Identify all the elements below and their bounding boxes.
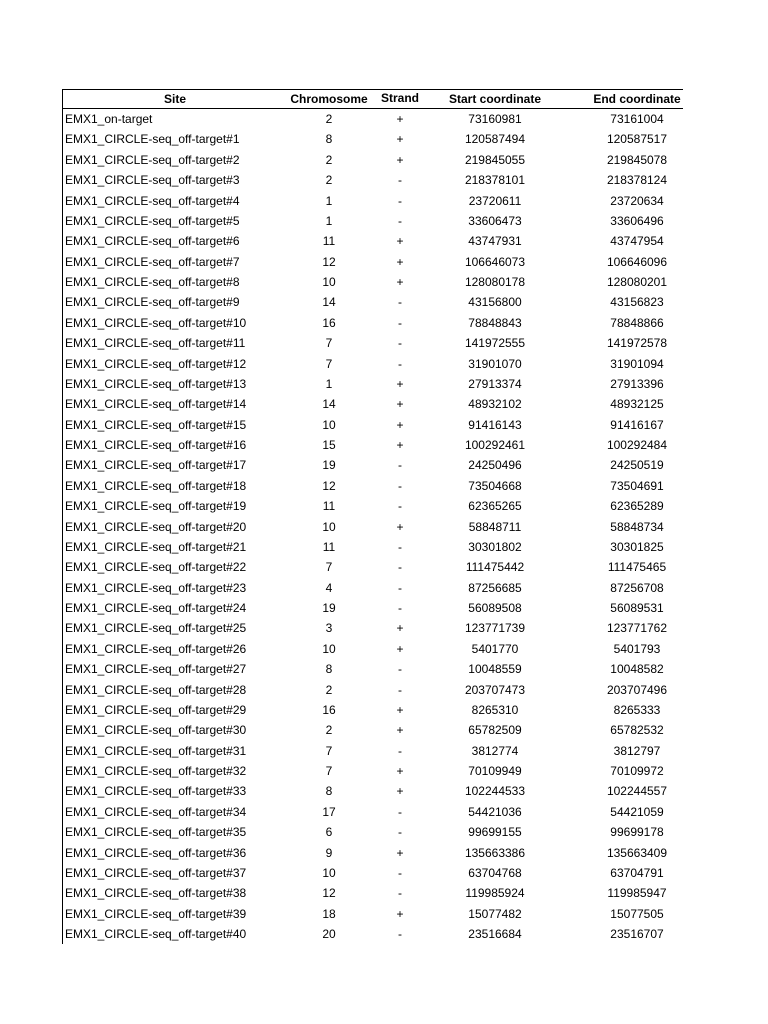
cell-end-coordinate: 203707496: [606, 682, 668, 697]
table-row: [63, 761, 683, 781]
cell-start-coordinate: 100292461: [464, 438, 526, 452]
cell-strand: +: [396, 254, 404, 269]
cell-site: EMX1_CIRCLE-seq_off-target#32: [65, 764, 247, 778]
cell-end-coordinate: 10048582: [610, 662, 664, 677]
cell-start-coordinate: 141972555: [464, 336, 526, 351]
cell-strand: -: [398, 601, 402, 615]
table-row: [63, 496, 683, 516]
cell-end-coordinate: 87256708: [610, 580, 664, 595]
cell-start-coordinate: 15077482: [468, 906, 522, 921]
cell-start-coordinate: 91416143: [468, 417, 522, 432]
cell-site: EMX1_CIRCLE-seq_off-target#36: [65, 845, 247, 860]
cell-site: EMX1_CIRCLE-seq_off-target#22: [65, 560, 247, 575]
cell-start-coordinate: 43156800: [468, 295, 522, 310]
cell-site: EMX1_CIRCLE-seq_off-target#21: [65, 539, 247, 554]
table-body: [63, 109, 683, 944]
table-row: [63, 537, 683, 557]
table-row: [63, 150, 683, 170]
table-row: [63, 781, 683, 801]
cell-chromosome: 9: [325, 845, 333, 860]
cell-site: EMX1_CIRCLE-seq_off-target#30: [65, 723, 247, 738]
cell-site: EMX1_CIRCLE-seq_off-target#37: [65, 865, 247, 880]
table-row: [63, 170, 683, 190]
cell-site: EMX1_CIRCLE-seq_off-target#26: [65, 641, 247, 656]
cell-chromosome: 10: [322, 641, 336, 656]
cell-site: EMX1_CIRCLE-seq_off-target#1: [65, 132, 240, 147]
cell-end-coordinate: 218378124: [606, 173, 668, 188]
cell-end-coordinate: 56089531: [610, 601, 664, 615]
cell-end-coordinate: 99699178: [610, 825, 664, 840]
cell-start-coordinate: 5401770: [471, 641, 519, 656]
table-row: [63, 333, 683, 353]
cell-site: EMX1_CIRCLE-seq_off-target#40: [65, 927, 247, 941]
cell-end-coordinate: 48932125: [610, 397, 664, 412]
cell-chromosome: 11: [322, 234, 336, 249]
cell-chromosome: 11: [322, 499, 336, 514]
cell-chromosome: 11: [322, 539, 336, 554]
cell-start-coordinate: 102244533: [464, 784, 526, 799]
cell-chromosome: 2: [325, 723, 333, 738]
cell-end-coordinate: 70109972: [610, 764, 664, 778]
cell-strand: -: [398, 927, 402, 941]
cell-site: EMX1_CIRCLE-seq_off-target#28: [65, 682, 247, 697]
cell-strand: -: [398, 804, 402, 819]
cell-site: EMX1_CIRCLE-seq_off-target#16: [65, 438, 247, 452]
cell-chromosome: 8: [325, 132, 333, 147]
cell-start-coordinate: 218378101: [464, 173, 526, 188]
cell-strand: -: [398, 865, 402, 880]
cell-start-coordinate: 24250496: [468, 458, 522, 473]
table-row: [63, 191, 683, 211]
cell-site: EMX1_CIRCLE-seq_off-target#17: [65, 458, 247, 473]
cell-site: EMX1_CIRCLE-seq_off-target#5: [65, 213, 240, 228]
cell-strand: +: [396, 438, 404, 452]
cell-chromosome: 20: [322, 927, 336, 941]
cell-site: EMX1_CIRCLE-seq_off-target#14: [65, 397, 247, 412]
cell-strand: +: [396, 906, 404, 921]
cell-end-coordinate: 33606496: [610, 213, 664, 228]
cell-end-coordinate: 73504691: [610, 478, 664, 493]
table-row: [63, 680, 683, 700]
cell-site: EMX1_CIRCLE-seq_off-target#31: [65, 743, 247, 758]
cell-end-coordinate: 43747954: [610, 234, 664, 249]
header-start-coordinate: Start coordinate: [448, 92, 541, 106]
cell-site: EMX1_CIRCLE-seq_off-target#33: [65, 784, 247, 799]
cell-site: EMX1_CIRCLE-seq_off-target#15: [65, 417, 247, 432]
table-row: [63, 578, 683, 598]
cell-strand: +: [396, 234, 404, 249]
cell-chromosome: 16: [322, 702, 336, 717]
cell-strand: +: [396, 784, 404, 799]
table-row: [63, 415, 683, 435]
cell-chromosome: 19: [322, 458, 336, 473]
table-row: [63, 904, 683, 924]
cell-start-coordinate: 62365265: [468, 499, 522, 514]
cell-strand: +: [396, 397, 404, 412]
table-row: [63, 435, 683, 455]
cell-chromosome: 19: [322, 601, 336, 615]
cell-end-coordinate: 128080201: [606, 275, 668, 289]
cell-end-coordinate: 58848734: [610, 519, 664, 534]
cell-end-coordinate: 5401793: [613, 641, 661, 656]
table-row: [63, 394, 683, 414]
cell-end-coordinate: 8265333: [613, 702, 661, 717]
cell-site: EMX1_CIRCLE-seq_off-target#13: [65, 376, 247, 391]
cell-chromosome: 2: [325, 112, 333, 126]
cell-strand: -: [398, 580, 402, 595]
cell-end-coordinate: 43156823: [610, 295, 664, 310]
table-row: [63, 231, 683, 251]
cell-chromosome: 7: [325, 743, 333, 758]
cell-strand: -: [398, 356, 402, 371]
cell-end-coordinate: 78848866: [610, 315, 664, 330]
table-row: [63, 618, 683, 638]
cell-chromosome: 6: [325, 825, 333, 840]
cell-start-coordinate: 8265310: [471, 702, 519, 717]
cell-start-coordinate: 33606473: [468, 213, 522, 228]
cell-end-coordinate: 135663409: [606, 845, 668, 860]
cell-start-coordinate: 30301802: [468, 539, 522, 554]
cell-site: EMX1_CIRCLE-seq_off-target#18: [65, 478, 247, 493]
cell-chromosome: 8: [325, 662, 333, 677]
cell-end-coordinate: 62365289: [610, 499, 664, 514]
data-table: [62, 89, 683, 944]
cell-strand: +: [396, 132, 404, 147]
cell-chromosome: 10: [322, 275, 336, 289]
table-row: [63, 517, 683, 537]
cell-strand: -: [398, 193, 402, 208]
cell-chromosome: 10: [322, 417, 336, 432]
cell-chromosome: 7: [325, 764, 333, 778]
cell-end-coordinate: 23720634: [610, 193, 664, 208]
cell-chromosome: 1: [325, 376, 333, 391]
cell-start-coordinate: 3812774: [471, 743, 519, 758]
cell-start-coordinate: 135663386: [464, 845, 526, 860]
header-end-coordinate: End coordinate: [593, 92, 681, 106]
cell-start-coordinate: 65782509: [468, 723, 522, 738]
cell-start-coordinate: 23516684: [468, 927, 522, 941]
cell-start-coordinate: 119985924: [465, 886, 525, 901]
cell-start-coordinate: 73504668: [468, 478, 522, 493]
header-site: Site: [163, 92, 186, 106]
cell-end-coordinate: 102244557: [606, 784, 668, 799]
cell-site: EMX1_CIRCLE-seq_off-target#9: [65, 295, 240, 310]
cell-strand: -: [398, 173, 402, 188]
cell-strand: -: [398, 315, 402, 330]
cell-site: EMX1_CIRCLE-seq_off-target#20: [65, 519, 247, 534]
cell-start-coordinate: 70109949: [468, 764, 522, 778]
cell-start-coordinate: 27913374: [468, 376, 522, 391]
table-row: [63, 883, 683, 903]
cell-start-coordinate: 128080178: [464, 275, 526, 289]
cell-chromosome: 2: [325, 682, 333, 697]
table-row: [63, 211, 683, 231]
cell-site: EMX1_CIRCLE-seq_off-target#19: [65, 499, 247, 514]
cell-start-coordinate: 111475442: [465, 560, 525, 575]
cell-site: EMX1_CIRCLE-seq_off-target#38: [65, 886, 247, 901]
cell-end-coordinate: 24250519: [610, 458, 664, 473]
cell-strand: +: [396, 764, 404, 778]
cell-site: EMX1_CIRCLE-seq_off-target#27: [65, 662, 247, 677]
cell-site: EMX1_CIRCLE-seq_off-target#39: [65, 906, 247, 921]
table-row: [63, 129, 683, 149]
table-row: [63, 741, 683, 761]
cell-start-coordinate: 54421036: [468, 804, 522, 819]
cell-chromosome: 15: [322, 438, 336, 452]
table-row: [63, 252, 683, 272]
cell-site: EMX1_on-target: [65, 112, 153, 126]
table-row: [63, 109, 683, 129]
cell-end-coordinate: 63704791: [610, 865, 664, 880]
cell-site: EMX1_CIRCLE-seq_off-target#25: [65, 621, 247, 636]
cell-chromosome: 4: [325, 580, 333, 595]
cell-strand: +: [396, 621, 404, 636]
cell-site: EMX1_CIRCLE-seq_off-target#8: [65, 275, 240, 289]
table-row: [63, 802, 683, 822]
table-row: [63, 924, 683, 944]
cell-strand: -: [398, 336, 402, 351]
table-row: [63, 455, 683, 475]
table-row: [63, 292, 683, 312]
cell-chromosome: 1: [325, 193, 333, 208]
cell-start-coordinate: 219845055: [464, 152, 526, 167]
cell-site: EMX1_CIRCLE-seq_off-target#29: [65, 702, 247, 717]
table-row: [63, 720, 683, 740]
cell-site: EMX1_CIRCLE-seq_off-target#12: [65, 356, 247, 371]
table-row: [63, 354, 683, 374]
cell-chromosome: 12: [322, 478, 336, 493]
cell-end-coordinate: 54421059: [610, 804, 664, 819]
cell-end-coordinate: 65782532: [610, 723, 664, 738]
cell-chromosome: 2: [325, 152, 333, 167]
cell-chromosome: 3: [325, 621, 333, 636]
cell-strand: +: [396, 376, 404, 391]
header-strand: Strand: [380, 91, 419, 105]
cell-end-coordinate: 119985947: [607, 886, 667, 901]
cell-strand: +: [396, 641, 404, 656]
cell-end-coordinate: 27913396: [610, 376, 664, 391]
cell-strand: -: [398, 825, 402, 840]
cell-strand: +: [396, 723, 404, 738]
cell-start-coordinate: 120587494: [464, 132, 526, 147]
cell-strand: -: [398, 295, 402, 310]
cell-end-coordinate: 141972578: [606, 336, 668, 351]
cell-strand: -: [398, 458, 402, 473]
table-row: [63, 639, 683, 659]
cell-strand: -: [398, 886, 402, 901]
table-row: [63, 272, 683, 292]
cell-strand: +: [396, 845, 404, 860]
cell-end-coordinate: 106646096: [606, 254, 668, 269]
cell-site: EMX1_CIRCLE-seq_off-target#24: [65, 601, 247, 615]
cell-strand: +: [396, 275, 404, 289]
cell-end-coordinate: 219845078: [606, 152, 668, 167]
cell-start-coordinate: 58848711: [468, 519, 522, 534]
cell-chromosome: 12: [322, 886, 336, 901]
table-row: [63, 598, 683, 618]
cell-site: EMX1_CIRCLE-seq_off-target#10: [65, 315, 247, 330]
cell-strand: -: [398, 560, 402, 575]
cell-start-coordinate: 43747931: [468, 234, 522, 249]
cell-chromosome: 7: [325, 560, 333, 575]
cell-site: EMX1_CIRCLE-seq_off-target#34: [65, 804, 247, 819]
cell-strand: +: [396, 702, 404, 717]
cell-chromosome: 17: [322, 804, 336, 819]
cell-chromosome: 18: [322, 906, 336, 921]
cell-start-coordinate: 48932102: [468, 397, 522, 412]
cell-strand: -: [398, 682, 402, 697]
cell-site: EMX1_CIRCLE-seq_off-target#4: [65, 193, 240, 208]
cell-strand: -: [398, 213, 402, 228]
cell-end-coordinate: 111475465: [607, 560, 667, 575]
cell-end-coordinate: 30301825: [610, 539, 664, 554]
table-header: [63, 90, 683, 109]
cell-site: EMX1_CIRCLE-seq_off-target#2: [65, 152, 240, 167]
cell-chromosome: 14: [322, 397, 336, 412]
cell-chromosome: 10: [322, 865, 336, 880]
table-row: [63, 843, 683, 863]
cell-site: EMX1_CIRCLE-seq_off-target#23: [65, 580, 247, 595]
cell-start-coordinate: 10048559: [468, 662, 522, 677]
cell-chromosome: 1: [325, 213, 333, 228]
cell-site: EMX1_CIRCLE-seq_off-target#11: [65, 336, 246, 351]
cell-chromosome: 12: [322, 254, 336, 269]
cell-start-coordinate: 78848843: [468, 315, 522, 330]
cell-strand: -: [398, 478, 402, 493]
cell-strand: +: [396, 152, 404, 167]
table-row: [63, 863, 683, 883]
cell-end-coordinate: 91416167: [610, 417, 664, 432]
cell-start-coordinate: 31901070: [468, 356, 522, 371]
table-row: [63, 557, 683, 577]
cell-start-coordinate: 203707473: [464, 682, 526, 697]
cell-end-coordinate: 31901094: [610, 356, 664, 371]
table-row: [63, 374, 683, 394]
table-row: [63, 476, 683, 496]
cell-start-coordinate: 123771739: [464, 621, 526, 636]
cell-end-coordinate: 120587517: [606, 132, 668, 147]
cell-start-coordinate: 73160981: [468, 112, 522, 126]
cell-end-coordinate: 73161004: [610, 112, 664, 126]
cell-start-coordinate: 87256685: [468, 580, 522, 595]
cell-start-coordinate: 23720611: [468, 193, 522, 208]
cell-chromosome: 10: [322, 519, 336, 534]
cell-strand: -: [398, 743, 402, 758]
cell-end-coordinate: 100292484: [606, 438, 668, 452]
table-row: [63, 700, 683, 720]
cell-end-coordinate: 123771762: [606, 621, 668, 636]
cell-site: EMX1_CIRCLE-seq_off-target#35: [65, 825, 247, 840]
cell-strand: -: [398, 539, 402, 554]
cell-strand: +: [396, 417, 404, 432]
header-chromosome: Chromosome: [290, 92, 368, 106]
cell-end-coordinate: 15077505: [610, 906, 664, 921]
cell-start-coordinate: 99699155: [468, 825, 522, 840]
cell-strand: +: [396, 112, 404, 126]
cell-strand: -: [398, 662, 402, 677]
cell-strand: -: [398, 499, 402, 514]
table-row: [63, 822, 683, 842]
cell-site: EMX1_CIRCLE-seq_off-target#6: [65, 234, 240, 249]
cell-end-coordinate: 23516707: [610, 927, 664, 941]
table-row: [63, 659, 683, 679]
cell-site: EMX1_CIRCLE-seq_off-target#7: [65, 254, 240, 269]
cell-start-coordinate: 106646073: [464, 254, 526, 269]
cell-start-coordinate: 56089508: [468, 601, 522, 615]
cell-site: EMX1_CIRCLE-seq_off-target#3: [65, 173, 240, 188]
cell-start-coordinate: 63704768: [468, 865, 522, 880]
cell-chromosome: 14: [322, 295, 336, 310]
cell-chromosome: 7: [325, 356, 333, 371]
table-row: [63, 313, 683, 333]
cell-chromosome: 8: [325, 784, 333, 799]
cell-chromosome: 7: [325, 336, 333, 351]
cell-chromosome: 16: [322, 315, 336, 330]
cell-end-coordinate: 3812797: [613, 743, 661, 758]
cell-strand: +: [396, 519, 404, 534]
cell-chromosome: 2: [325, 173, 333, 188]
